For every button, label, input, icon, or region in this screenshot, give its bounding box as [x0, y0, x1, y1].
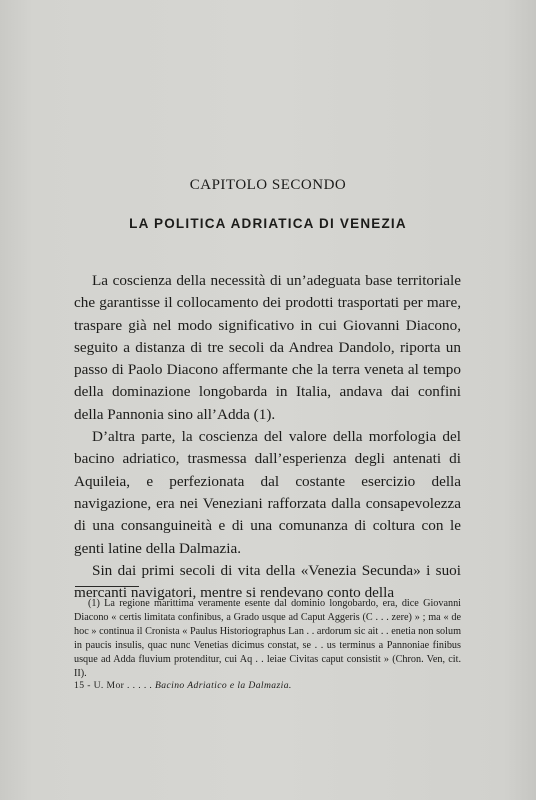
footer-book-title: Bacino Adriatico e la Dalmazia.: [155, 680, 292, 691]
chapter-title: LA POLITICA ADRIATICA DI VENEZIA: [129, 216, 407, 231]
paragraph-1: La coscienza della necessità di un’adeguata base territoriale che garantisse il collocamento dei prodotti trasportati per mare, traspare già nel modo significativo in cui Giovanni Diacono, seguito a distanza di tre secoli da Andrea Dandolo, riporta un passo di Paolo Diacono affermante che la terra veneta al tempo della dominazione longobarda in Italia, andava dai confini della Pannonia sino all’Adda (1).: [74, 272, 461, 423]
body-text: [74, 270, 461, 604]
page-footer: [74, 680, 461, 691]
footer-signature: 15 - U. Mor . . . . .: [74, 680, 153, 691]
footnote-divider: [75, 586, 139, 587]
chapter-number: CAPITOLO SECONDO: [189, 177, 347, 193]
paragraph-2: D’altra parte, la coscienza del valore della morfologia del bacino adriatico, trasmessa dall’esperienza degli antenati di Aquileia, e perfezionata dal costante esercizio della navigazione, era nei Veneziani rafforzata dalla consapevolezza di una consanguineità e di una comunanza di coltura con le genti latine della Dalmazia.: [74, 428, 461, 557]
footnote: (1) La regione marittima veramente esente dal dominio longobardo, era, dice Giovanni Diacono « certis limitata confinibus, a Grado usque ad Caput Aggeris (C . . . zere) » ; ma « de hoc » continua il Cronista « Paulus Historiographus Lan . . ardorum sic ait . . enetia non solum in paucis insulis, quac nunc Venetias dicimus constat, se . . us terminus a Pannoniae finibus usque ad Adda fluvium protenditur, cui Aq . . leiae Civitas caput consistit » (Chron. Ven, cit. II).: [74, 598, 461, 679]
paragraph-3: Sin dai primi secoli di vita della «Venezia Secunda» i suoi mercanti navigatori, mentre si rendevano conto della: [74, 561, 461, 602]
